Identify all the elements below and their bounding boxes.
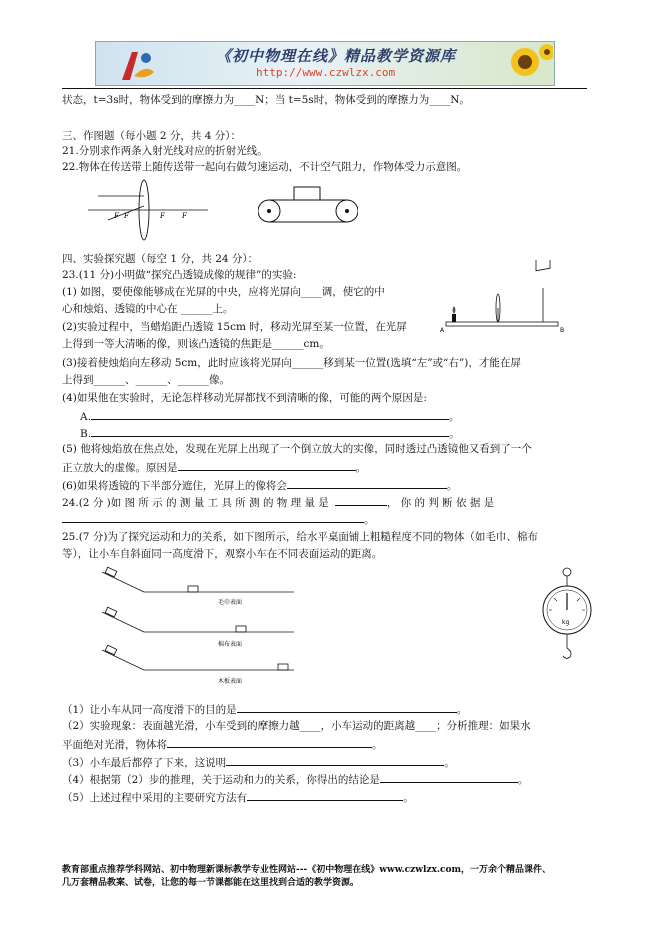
q21-text: 21.分别求作两条入射光线对应的折射光线。 xyxy=(62,145,268,157)
optical-bench-diagram xyxy=(438,260,568,335)
incline-cotton xyxy=(102,607,294,648)
surface-label-towel: 毛巾表面 xyxy=(218,599,243,606)
q25-1-text: （1）让小车从同一高度滑下的目的是 xyxy=(62,704,237,716)
q23-5b: 正立放大的虚像。原因是 。 xyxy=(62,459,366,475)
q24-answer: 。 xyxy=(62,511,375,527)
svg-text:F: F xyxy=(160,212,165,220)
answer-blank xyxy=(380,771,518,783)
answer-blank xyxy=(247,789,403,801)
q23-3a: (3)接着使烛焰向左移动 5cm，此时应该将光屏向______移到某一位置(选填“左”或“右”)，才能在屏 xyxy=(62,357,521,369)
q23-3b: 上得到______、______、______像。 xyxy=(62,374,230,386)
bench-label-left: A xyxy=(440,327,445,334)
conveyor-belt-diagram xyxy=(258,185,358,230)
answer-blank xyxy=(167,736,372,748)
answer-blank xyxy=(287,477,447,489)
section-4-heading: 四、实验探究题（每空 1 分，共 24 分）： xyxy=(62,253,259,265)
q23-6: (6)如果将透镜的下半部分遮住，光屏上的像将会 。 xyxy=(62,477,457,493)
surface-label-cotton: 棉布表面 xyxy=(218,641,243,648)
sunflower-image xyxy=(501,42,553,85)
q23-4a-label: A. xyxy=(80,411,91,423)
q25-5-text: （5）上述过程中采用的主要研究方法有 xyxy=(62,792,248,804)
footer-line-2: 几万套精品教案、试卷，让您的每一节课都能在这里找到合适的教学资源。 xyxy=(62,878,360,888)
incline-wood xyxy=(102,645,294,685)
q25a: 25.(7 分)为了探究运动和力的关系，如下图所示，给水平桌面铺上粗糙程度不同的物体（如毛巾、棉布 xyxy=(62,531,538,543)
q22-text: 22.物体在传送带上随传送带一起向右做匀速运动，不计空气阻力，作物体受力示意图。 xyxy=(62,161,468,173)
q20-tail: 状态，t=3s时，物体受到的摩擦力为____N；当 t=5s时，物体受到的摩擦力为____N。 xyxy=(62,94,470,106)
q25-4-text: （4）根据第（2）步的推理，关于运动和力的关系，你得出的结论是 xyxy=(62,774,380,786)
q25-4: （4）根据第（2）步的推理，关于运动和力的关系，你得出的结论是 。 xyxy=(62,771,528,787)
answer-blank xyxy=(91,408,449,420)
footer-line-1: 教育部重点推荐学科网站、初中物理新课标教学专业性网站---《初中物理在线》www.czwlzx.com，一万余个精品课件、 xyxy=(62,865,552,875)
q23-1a: (1) 如图，要使像能够成在光屏的中央，应将光屏向____调，使它的中 xyxy=(62,286,385,298)
q25-2b: 平面绝对光滑，物体将 。 xyxy=(62,736,383,752)
q25-5: （5）上述过程中采用的主要研究方法有 。 xyxy=(62,789,414,805)
gauge-unit: kg xyxy=(562,619,570,626)
q23-4a: A. 。 xyxy=(80,408,459,424)
site-logo xyxy=(118,46,158,82)
bench-label-right: B xyxy=(560,327,565,334)
surface-label-wood: 木板表面 xyxy=(218,678,243,685)
svg-text:F: F xyxy=(124,212,129,220)
q25-3-text: （3）小车最后都停了下来，这说明 xyxy=(62,757,227,769)
answer-blank xyxy=(62,511,364,523)
svg-text:F: F xyxy=(114,212,119,220)
q25b: 等），让小车自斜面同一高度滑下，观察小车在不同表面运动的距离。 xyxy=(62,548,383,560)
q23-4b-label: B. xyxy=(80,428,92,440)
q23-5a: (5) 他将烛焰放在焦点处，发现在光屏上出现了一个倒立放大的实像，同时透过凸透镜他又看到了一个 xyxy=(62,443,532,455)
incline-experiment-diagram xyxy=(98,566,298,686)
q23-4b: B. 。 xyxy=(80,425,460,441)
q24b-text: ， 你 的 判 断 依 据 是 xyxy=(386,497,495,509)
answer-blank xyxy=(335,494,387,506)
q25-3: （3）小车最后都停了下来，这说明 。 xyxy=(62,754,455,770)
banner-url: http://www.czwlzx.com xyxy=(256,66,396,79)
section-3-heading: 三、作图题（每小题 2 分，共 4 分）： xyxy=(62,130,241,142)
header-rule xyxy=(62,88,587,89)
banner-title: 《初中物理在线》精品教学资源库 xyxy=(216,47,457,65)
q23-2a: (2)实验过程中，当蜡焰距凸透镜 15cm 时，移动光屏至某一位置，在光屏 xyxy=(62,321,407,333)
q23-1b: 心和烛焰、透镜的中心在 ______上。 xyxy=(62,303,234,315)
answer-blank xyxy=(91,425,449,437)
q25-1: （1）让小车从同一高度滑下的目的是 。 xyxy=(62,701,467,717)
q24a-text: 24.(2 分 )如 图 所 示 的 测 量 工 具 所 测 的 物 理 量 是 xyxy=(62,497,329,509)
incline-towel xyxy=(102,567,294,606)
header-banner xyxy=(95,41,555,86)
q23-2b: 上得到一等大清晰的像，则该凸透镜的焦距是______cm。 xyxy=(62,338,330,350)
q23-text: 23.(11 分)小明做“探究凸透镜成像的规律”的实验: xyxy=(62,269,297,281)
q24a xyxy=(62,494,494,510)
lens-ray-diagram xyxy=(88,176,208,246)
q25-2a: （2）实验现象：表面越光滑，小车受到的摩擦力越____，小车运动的距离越____；分析推理：如果水 xyxy=(62,720,531,732)
q23-4: (4)如果他在实验时，无论怎样移动光屏都找不到清晰的像，可能的两个原因是: xyxy=(62,392,427,404)
svg-text:F: F xyxy=(182,212,187,220)
answer-blank xyxy=(237,701,457,713)
answer-blank xyxy=(178,459,356,471)
answer-blank xyxy=(226,754,444,766)
q23-5b-text: 正立放大的虚像。原因是 xyxy=(62,462,178,474)
spring-scale-dial xyxy=(540,566,594,662)
q23-6-text: (6)如果将透镜的下半部分遮住，光屏上的像将会 xyxy=(62,480,287,492)
q25-2b-text: 平面绝对光滑，物体将 xyxy=(62,739,167,751)
